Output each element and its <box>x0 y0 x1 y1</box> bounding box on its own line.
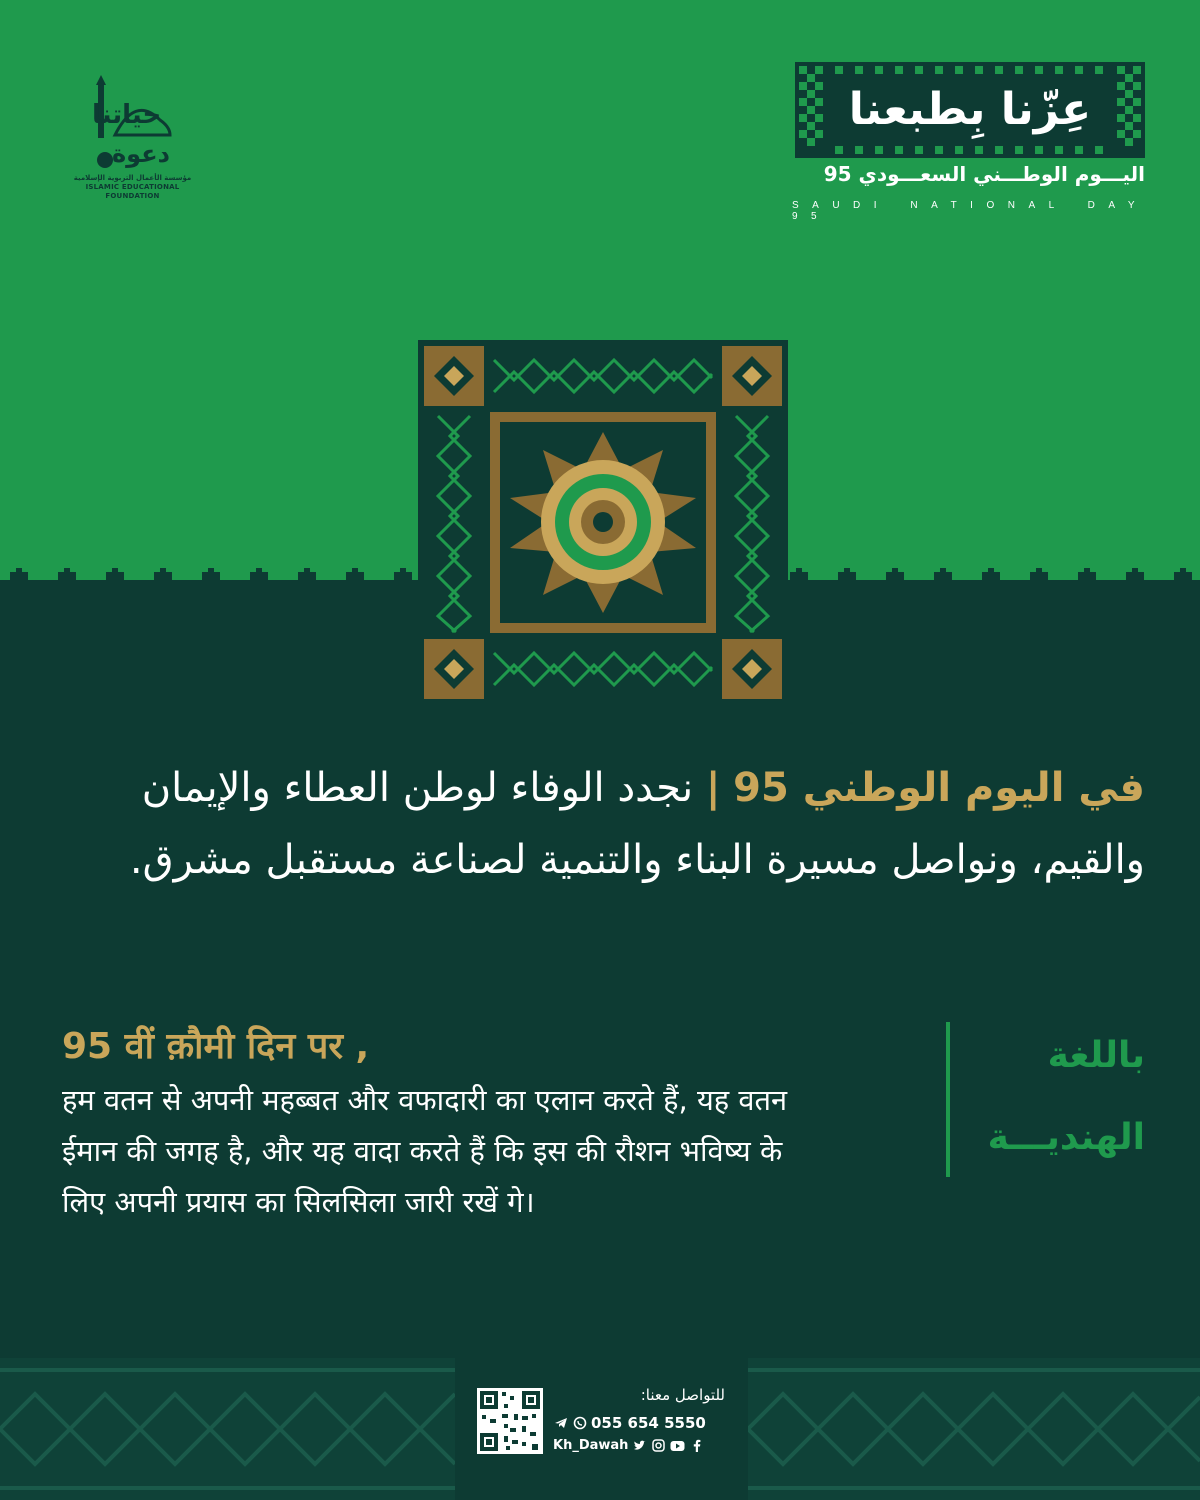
badge-subtitle: اليـــوم الوطـــني السعـــودي 95 <box>823 162 1145 186</box>
logo-word-hayatuna: حياتنا <box>92 100 162 130</box>
vertical-divider <box>946 1022 950 1177</box>
contact-label: للتواصل معنا: <box>640 1386 725 1404</box>
arabic-line2: والقيم، ونواصل مسيرة البناء والتنمية لصناعة مستقبل مشرق. <box>129 837 1145 883</box>
arabic-separator: | <box>705 765 721 811</box>
social-handle[interactable]: Kh_Dawah <box>553 1438 629 1453</box>
twitter-icon[interactable] <box>632 1438 647 1453</box>
qr-code[interactable] <box>477 1388 543 1454</box>
logo-word-dawah: دعوة <box>112 140 170 168</box>
badge-english: SAUDI NATIONAL DAY 95 <box>792 200 1148 222</box>
language-label-line2: الهنديـــة <box>987 1117 1145 1158</box>
instagram-icon[interactable] <box>651 1438 666 1453</box>
footer-pattern-left <box>0 1358 455 1500</box>
hindi-line1: हम वतन से अपनी महब्बत और वफादारी का एलान करते हैं, यह वतन <box>62 1083 788 1117</box>
hindi-body <box>62 1075 912 1228</box>
arabic-message <box>55 752 1145 896</box>
phone-number[interactable]: 055 654 5550 <box>591 1414 706 1432</box>
badge-title: عِزّنا بِطبعنا <box>825 80 1115 140</box>
arabic-highlight: في اليوم الوطني 95 <box>733 765 1145 811</box>
footer-pattern-right <box>748 1358 1200 1500</box>
facebook-icon[interactable] <box>689 1438 704 1453</box>
hindi-line3: लिए अपनी प्रयास का सिलसिला जारी रखें गे। <box>62 1185 535 1219</box>
youtube-icon[interactable] <box>670 1438 685 1453</box>
hindi-title: 95 वीं क़ौमी दिन पर , <box>62 1026 370 1067</box>
language-label-line1: باللغة <box>1047 1035 1145 1076</box>
language-label <box>975 1015 1145 1179</box>
hindi-line2: ईमान की जगह है, और यह वादा करते हैं कि इस की रौशन भविष्य के <box>62 1134 783 1168</box>
handle-row <box>553 1438 728 1453</box>
whatsapp-icon[interactable] <box>572 1416 587 1431</box>
arabic-line1: نجدد الوفاء لوطن العطاء والإيمان <box>141 765 694 811</box>
phone-row <box>553 1414 728 1432</box>
org-arabic-name: مؤسسة الأعمال التربوية الإسلامية <box>73 174 192 182</box>
sadu-pattern-tile <box>418 340 788 705</box>
org-english-name: ISLAMIC EDUCATIONAL FOUNDATION <box>85 183 180 200</box>
telegram-icon[interactable] <box>553 1416 568 1431</box>
